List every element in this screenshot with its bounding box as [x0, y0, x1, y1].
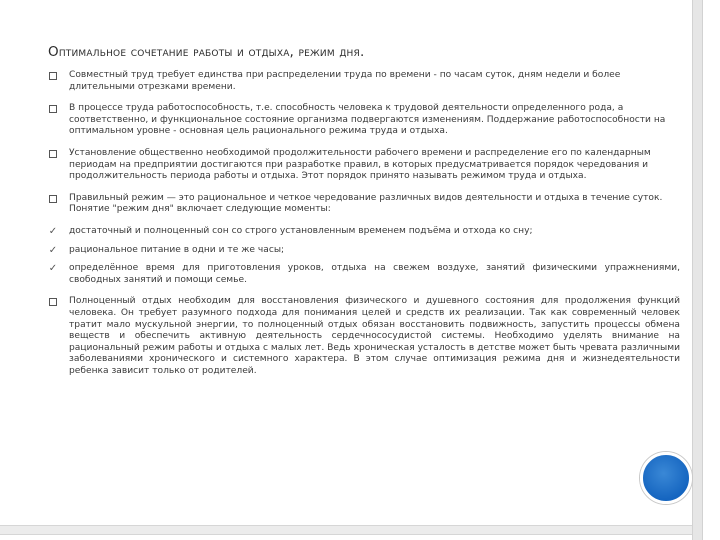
list-item-text: рациональное питание в одни и те же часы;	[69, 244, 285, 255]
square-bullet-icon	[48, 71, 58, 81]
list-item-text: В процессе труда работоспособность, т.е. способность человека к трудовой деятельности определенного рода, а соответственно, и функциональное состояние организма подвергаются изменениям. Поддержание работоспособности на оптимальном уровне - основная цель рационального режима труда и отдыха.	[69, 103, 666, 137]
square-bullet-icon	[48, 194, 58, 204]
square-bullet-icon	[48, 297, 58, 307]
list-item	[48, 70, 680, 93]
list-item	[48, 193, 680, 216]
checkmark-icon: ✓	[48, 263, 58, 275]
slide-frame-right	[692, 0, 703, 540]
list-item-text: определённое время для приготовления уроков, отдыха на свежем воздухе, занятий физическими упражнениями, свободных занятий и помощи семье.	[69, 263, 680, 285]
list-item-text: Совместный труд требует единства при распределении труда по времени - по часам суток, дням недели и более длительными отрезками времени.	[69, 70, 621, 92]
list-item	[48, 103, 680, 138]
bullet-list	[48, 70, 680, 387]
list-item-text: достаточный и полноценный сон со строго установленным временем подъёма и отхода ко сну;	[69, 225, 533, 236]
list-item-text: Полноценный отдых необходим для восстановления физического и душевного состояния для продолжения функций человека. Он требует разумного подхода для понимания целей и средств их реализации. Так как современный человек тратит мало мускульной энергии, то полноценный отдых обязан восстановить подвижность, запустить процессы обмена веществ и обеспечить активную деятельность сердечнососудистой системы. Необходимо уделять внимание на рациональный режим работы и отдыха с малых лет. Ведь хроническая усталость в детстве может быть чревата различными заболеваниями хронического и системного характера. В этом случае оптимизация режима дня и жизнедеятельности ребенка зависит только от родителей.	[69, 296, 680, 376]
list-item-text: Установление общественно необходимой продолжительности рабочего времени и распределение его по календарным периодам на предприятии достигаются при разработке правил, в которых предусматривается порядок чередования и продолжительность периода работы и отдыха. Этот порядок принято называть режимом труда и отдыха.	[69, 147, 651, 182]
list-item	[48, 296, 680, 377]
checkmark-icon: ✓	[48, 244, 58, 256]
slide-title: Оптимальное сочетание работы и отдыха, режим дня.	[48, 44, 365, 60]
slide-frame-bottom	[0, 525, 692, 535]
checkmark-icon: ✓	[48, 225, 58, 237]
list-item	[48, 245, 680, 257]
list-item-text: Правильный режим — это рациональное и четкое чередование различных видов деятельности и отдыха в течение суток. Понятие "режим дня" включает следующие моменты:	[69, 192, 663, 215]
list-item	[48, 148, 680, 183]
decorative-circle-icon	[640, 452, 692, 504]
list-item	[48, 226, 680, 238]
list-item	[48, 263, 680, 286]
square-bullet-icon	[48, 149, 58, 159]
square-bullet-icon	[48, 104, 58, 114]
